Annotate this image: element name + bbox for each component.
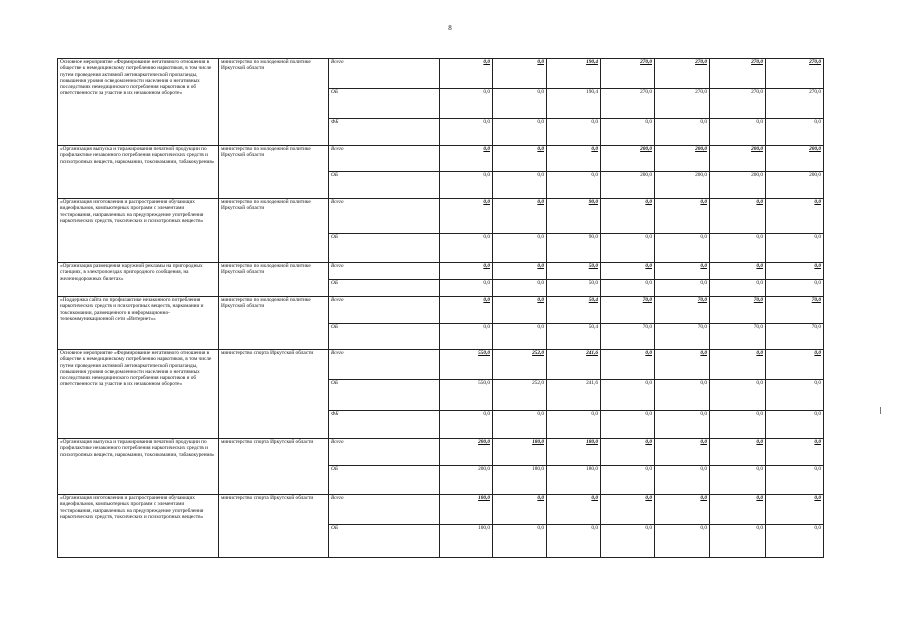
amount-cell: 0,0 — [601, 525, 655, 558]
amount-cell: 190,4 — [547, 59, 601, 89]
amount-cell: 0,0 — [547, 495, 601, 525]
activity-name-cell: Основное мероприятие «Формирование негативного отношения в обществе к немедицинскому потреблению наркотиков, в том числе путем проведения активной антинаркотической пропаганды, повышения уровня осведомленности населения о негативных последствиях немедицинского потребления наркотиков и об ответственности за участие в их незаконном обороте» — [58, 350, 219, 439]
amount-cell: 70,0 — [766, 324, 824, 350]
amount-cell: 0,0 — [766, 525, 824, 558]
funding-source-cell: ОБ — [329, 525, 440, 558]
funding-source-cell: Всего — [329, 146, 440, 172]
amount-cell: 200,0 — [710, 172, 766, 199]
amount-cell: 270,0 — [710, 89, 766, 119]
amount-cell: 0,0 — [440, 280, 493, 297]
amount-cell: 0,0 — [601, 119, 655, 146]
amount-cell: 270,0 — [601, 59, 655, 89]
amount-cell: 270,0 — [655, 89, 710, 119]
amount-cell: 0,0 — [710, 495, 766, 525]
amount-cell: 0,0 — [655, 263, 710, 280]
amount-cell: 0,0 — [655, 525, 710, 558]
amount-cell: 0,0 — [710, 263, 766, 280]
table-row — [58, 199, 824, 234]
amount-cell: 200,0 — [655, 172, 710, 199]
page-number: 8 — [448, 24, 452, 32]
amount-cell: 70,0 — [655, 297, 710, 324]
funding-table-body — [58, 59, 824, 558]
responsible-executor-cell: министерство спорта Иркутской области — [219, 439, 329, 495]
amount-cell: 0,0 — [493, 324, 547, 350]
amount-cell: 180,0 — [493, 439, 547, 466]
funding-source-cell: ОБ — [329, 172, 440, 199]
amount-cell: 0,0 — [601, 380, 655, 411]
funding-source-cell: Всего — [329, 297, 440, 324]
table-row — [58, 495, 824, 525]
amount-cell: 270,0 — [601, 89, 655, 119]
amount-cell: 270,0 — [710, 59, 766, 89]
amount-cell: 0,0 — [710, 350, 766, 380]
amount-cell: 0,0 — [547, 119, 601, 146]
amount-cell: 270,0 — [766, 59, 824, 89]
amount-cell: 0,0 — [710, 439, 766, 466]
responsible-executor-cell: министерство спорта Иркутской области — [219, 350, 329, 439]
amount-cell: 0,0 — [547, 172, 601, 199]
amount-cell: 200,0 — [601, 172, 655, 199]
amount-cell: 50,0 — [547, 263, 601, 280]
amount-cell: 180,0 — [547, 466, 601, 495]
amount-cell: 200,0 — [440, 466, 493, 495]
amount-cell: 0,0 — [601, 495, 655, 525]
amount-cell: 0,0 — [601, 411, 655, 439]
amount-cell: 0,0 — [547, 525, 601, 558]
activity-name-cell: «Организация размещения наружной рекламы на пригородных станциях, в электропоездах пригородного сообщения, на железнодорожных билетах» — [58, 263, 219, 297]
responsible-executor-cell: министерство по молодежной политике Иркутской области — [219, 199, 329, 263]
amount-cell: 0,0 — [547, 411, 601, 439]
funding-source-cell: ОБ — [329, 234, 440, 263]
amount-cell: 0,0 — [601, 234, 655, 263]
amount-cell: 0,0 — [655, 380, 710, 411]
activity-name-cell: «Поддержка сайта по профилактике незаконного потребления наркотических средств и психотропных веществ, наркомании и токсикомании, размещенного в информационно-телекоммуникационной сети «Интернет»» — [58, 297, 219, 350]
amount-cell: 0,0 — [655, 280, 710, 297]
funding-source-cell: Всего — [329, 439, 440, 466]
funding-source-cell: ФБ — [329, 119, 440, 146]
amount-cell: 0,0 — [493, 119, 547, 146]
amount-cell: 200,0 — [601, 146, 655, 172]
amount-cell: 0,0 — [493, 89, 547, 119]
amount-cell: 0,0 — [601, 263, 655, 280]
amount-cell: 0,0 — [493, 525, 547, 558]
amount-cell: 50,0 — [547, 280, 601, 297]
amount-cell: 0,0 — [655, 199, 710, 234]
amount-cell: 0,0 — [766, 439, 824, 466]
amount-cell: 0,0 — [440, 59, 493, 89]
activity-name-cell: «Организация изготовления и распространения обучающих видеофильмов, компьютерных программ с элементами тестирования, направленных на предупреждение употребления наркотических средств, токсических и психотропных веществ» — [58, 199, 219, 263]
amount-cell: 0,0 — [766, 280, 824, 297]
funding-source-cell: ОБ — [329, 324, 440, 350]
amount-cell: 0,0 — [493, 280, 547, 297]
amount-cell: 0,0 — [655, 439, 710, 466]
activity-name-cell: «Организация выпуска и тиражирования печатной продукции по профилактике незаконного потребления наркотических средств и психотропных веществ, наркомании, токсикомании, табакокурения» — [58, 439, 219, 495]
amount-cell: 70,0 — [601, 297, 655, 324]
amount-cell: 270,0 — [655, 59, 710, 89]
amount-cell: 0,0 — [655, 234, 710, 263]
amount-cell: 241,6 — [547, 380, 601, 411]
table-row — [58, 263, 824, 280]
funding-source-cell: Всего — [329, 263, 440, 280]
amount-cell: 0,0 — [493, 199, 547, 234]
table-row — [58, 439, 824, 466]
amount-cell: 0,0 — [440, 324, 493, 350]
amount-cell: 200,0 — [655, 146, 710, 172]
activity-name-cell: «Организация выпуска и тиражирования печатной продукции по профилактике незаконного потребления наркотических средств и психотропных веществ, наркомании, токсикомании, табакокурения» — [58, 146, 219, 199]
funding-source-cell: Всего — [329, 350, 440, 380]
amount-cell: 0,0 — [440, 234, 493, 263]
responsible-executor-cell: министерство по молодежной политике Иркутской области — [219, 146, 329, 199]
amount-cell: 0,0 — [655, 411, 710, 439]
amount-cell: 0,0 — [493, 234, 547, 263]
amount-cell: 252,0 — [493, 380, 547, 411]
amount-cell: 0,0 — [547, 146, 601, 172]
table-row — [58, 297, 824, 324]
amount-cell: 0,0 — [710, 380, 766, 411]
amount-cell: 70,0 — [601, 324, 655, 350]
amount-cell: 0,0 — [440, 199, 493, 234]
funding-source-cell: ОБ — [329, 280, 440, 297]
margin-mark — [880, 407, 881, 414]
amount-cell: 70,0 — [766, 297, 824, 324]
amount-cell: 0,0 — [766, 350, 824, 380]
funding-source-cell: Всего — [329, 199, 440, 234]
amount-cell: 0,0 — [601, 350, 655, 380]
amount-cell: 0,0 — [440, 89, 493, 119]
amount-cell: 70,0 — [710, 324, 766, 350]
table-row — [58, 350, 824, 380]
amount-cell: 0,0 — [710, 525, 766, 558]
activity-name-cell: «Организация изготовления и распространения обучающих видеофильмов, компьютерных программ с элементами тестирования, направленных на предупреждение употребления наркотических средств, токсических и психотропных веществ» — [58, 495, 219, 558]
amount-cell: 0,0 — [710, 199, 766, 234]
amount-cell: 50,4 — [547, 324, 601, 350]
funding-source-cell: Всего — [329, 495, 440, 525]
amount-cell: 0,0 — [710, 119, 766, 146]
amount-cell: 0,0 — [655, 119, 710, 146]
amount-cell: 200,0 — [440, 439, 493, 466]
amount-cell: 180,0 — [547, 439, 601, 466]
amount-cell: 0,0 — [440, 119, 493, 146]
responsible-executor-cell: министерство по молодежной политике Иркутской области — [219, 297, 329, 350]
amount-cell: 0,0 — [766, 234, 824, 263]
table-row — [58, 146, 824, 172]
funding-source-cell: ОБ — [329, 466, 440, 495]
amount-cell: 200,0 — [710, 146, 766, 172]
amount-cell: 0,0 — [766, 380, 824, 411]
amount-cell: 0,0 — [655, 495, 710, 525]
amount-cell: 0,0 — [655, 350, 710, 380]
amount-cell: 90,0 — [547, 234, 601, 263]
responsible-executor-cell: министерство по молодежной политике Иркутской области — [219, 59, 329, 146]
amount-cell: 0,0 — [655, 466, 710, 495]
amount-cell: 180,0 — [493, 466, 547, 495]
amount-cell: 252,0 — [493, 350, 547, 380]
responsible-executor-cell: министерство по молодежной политике Иркутской области — [219, 263, 329, 297]
funding-source-cell: ОБ — [329, 89, 440, 119]
funding-source-cell: ФБ — [329, 411, 440, 439]
amount-cell: 70,0 — [710, 297, 766, 324]
amount-cell: 0,0 — [766, 119, 824, 146]
activity-name-cell: Основное мероприятие «Формирование негативного отношения в обществе к немедицинскому потреблению наркотиков, в том числе путем проведения активной антинаркотической пропаганды, повышения уровня осведомленности населения о негативных последствиях немедицинского потребления наркотиков и об ответственности за участие в их незаконном обороте» — [58, 59, 219, 146]
amount-cell: 270,0 — [766, 89, 824, 119]
amount-cell: 0,0 — [710, 234, 766, 263]
amount-cell: 0,0 — [440, 411, 493, 439]
amount-cell: 50,4 — [547, 297, 601, 324]
amount-cell: 550,0 — [440, 380, 493, 411]
amount-cell: 200,0 — [766, 146, 824, 172]
amount-cell: 0,0 — [766, 466, 824, 495]
amount-cell: 0,0 — [766, 263, 824, 280]
amount-cell: 200,0 — [766, 172, 824, 199]
amount-cell: 100,0 — [440, 525, 493, 558]
amount-cell: 0,0 — [601, 199, 655, 234]
amount-cell: 0,0 — [493, 411, 547, 439]
responsible-executor-cell: министерство спорта Иркутской области — [219, 495, 329, 558]
amount-cell: 0,0 — [710, 466, 766, 495]
amount-cell: 0,0 — [440, 263, 493, 280]
amount-cell: 0,0 — [440, 297, 493, 324]
amount-cell: 0,0 — [493, 297, 547, 324]
table-row — [58, 59, 824, 89]
amount-cell: 241,6 — [547, 350, 601, 380]
amount-cell: 550,0 — [440, 350, 493, 380]
amount-cell: 0,0 — [601, 439, 655, 466]
amount-cell: 0,0 — [440, 146, 493, 172]
amount-cell: 0,0 — [440, 172, 493, 199]
amount-cell: 0,0 — [493, 146, 547, 172]
amount-cell: 0,0 — [601, 280, 655, 297]
amount-cell: 90,0 — [547, 199, 601, 234]
amount-cell: 0,0 — [493, 59, 547, 89]
amount-cell: 0,0 — [493, 495, 547, 525]
amount-cell: 70,0 — [655, 324, 710, 350]
amount-cell: 0,0 — [766, 199, 824, 234]
amount-cell: 0,0 — [601, 466, 655, 495]
funding-source-cell: ОБ — [329, 380, 440, 411]
amount-cell: 100,0 — [440, 495, 493, 525]
funding-source-cell: Всего — [329, 59, 440, 89]
amount-cell: 0,0 — [766, 495, 824, 525]
amount-cell: 190,4 — [547, 89, 601, 119]
funding-table — [57, 58, 824, 558]
amount-cell: 0,0 — [493, 263, 547, 280]
amount-cell: 0,0 — [766, 411, 824, 439]
amount-cell: 0,0 — [710, 280, 766, 297]
amount-cell: 0,0 — [710, 411, 766, 439]
amount-cell: 0,0 — [493, 172, 547, 199]
